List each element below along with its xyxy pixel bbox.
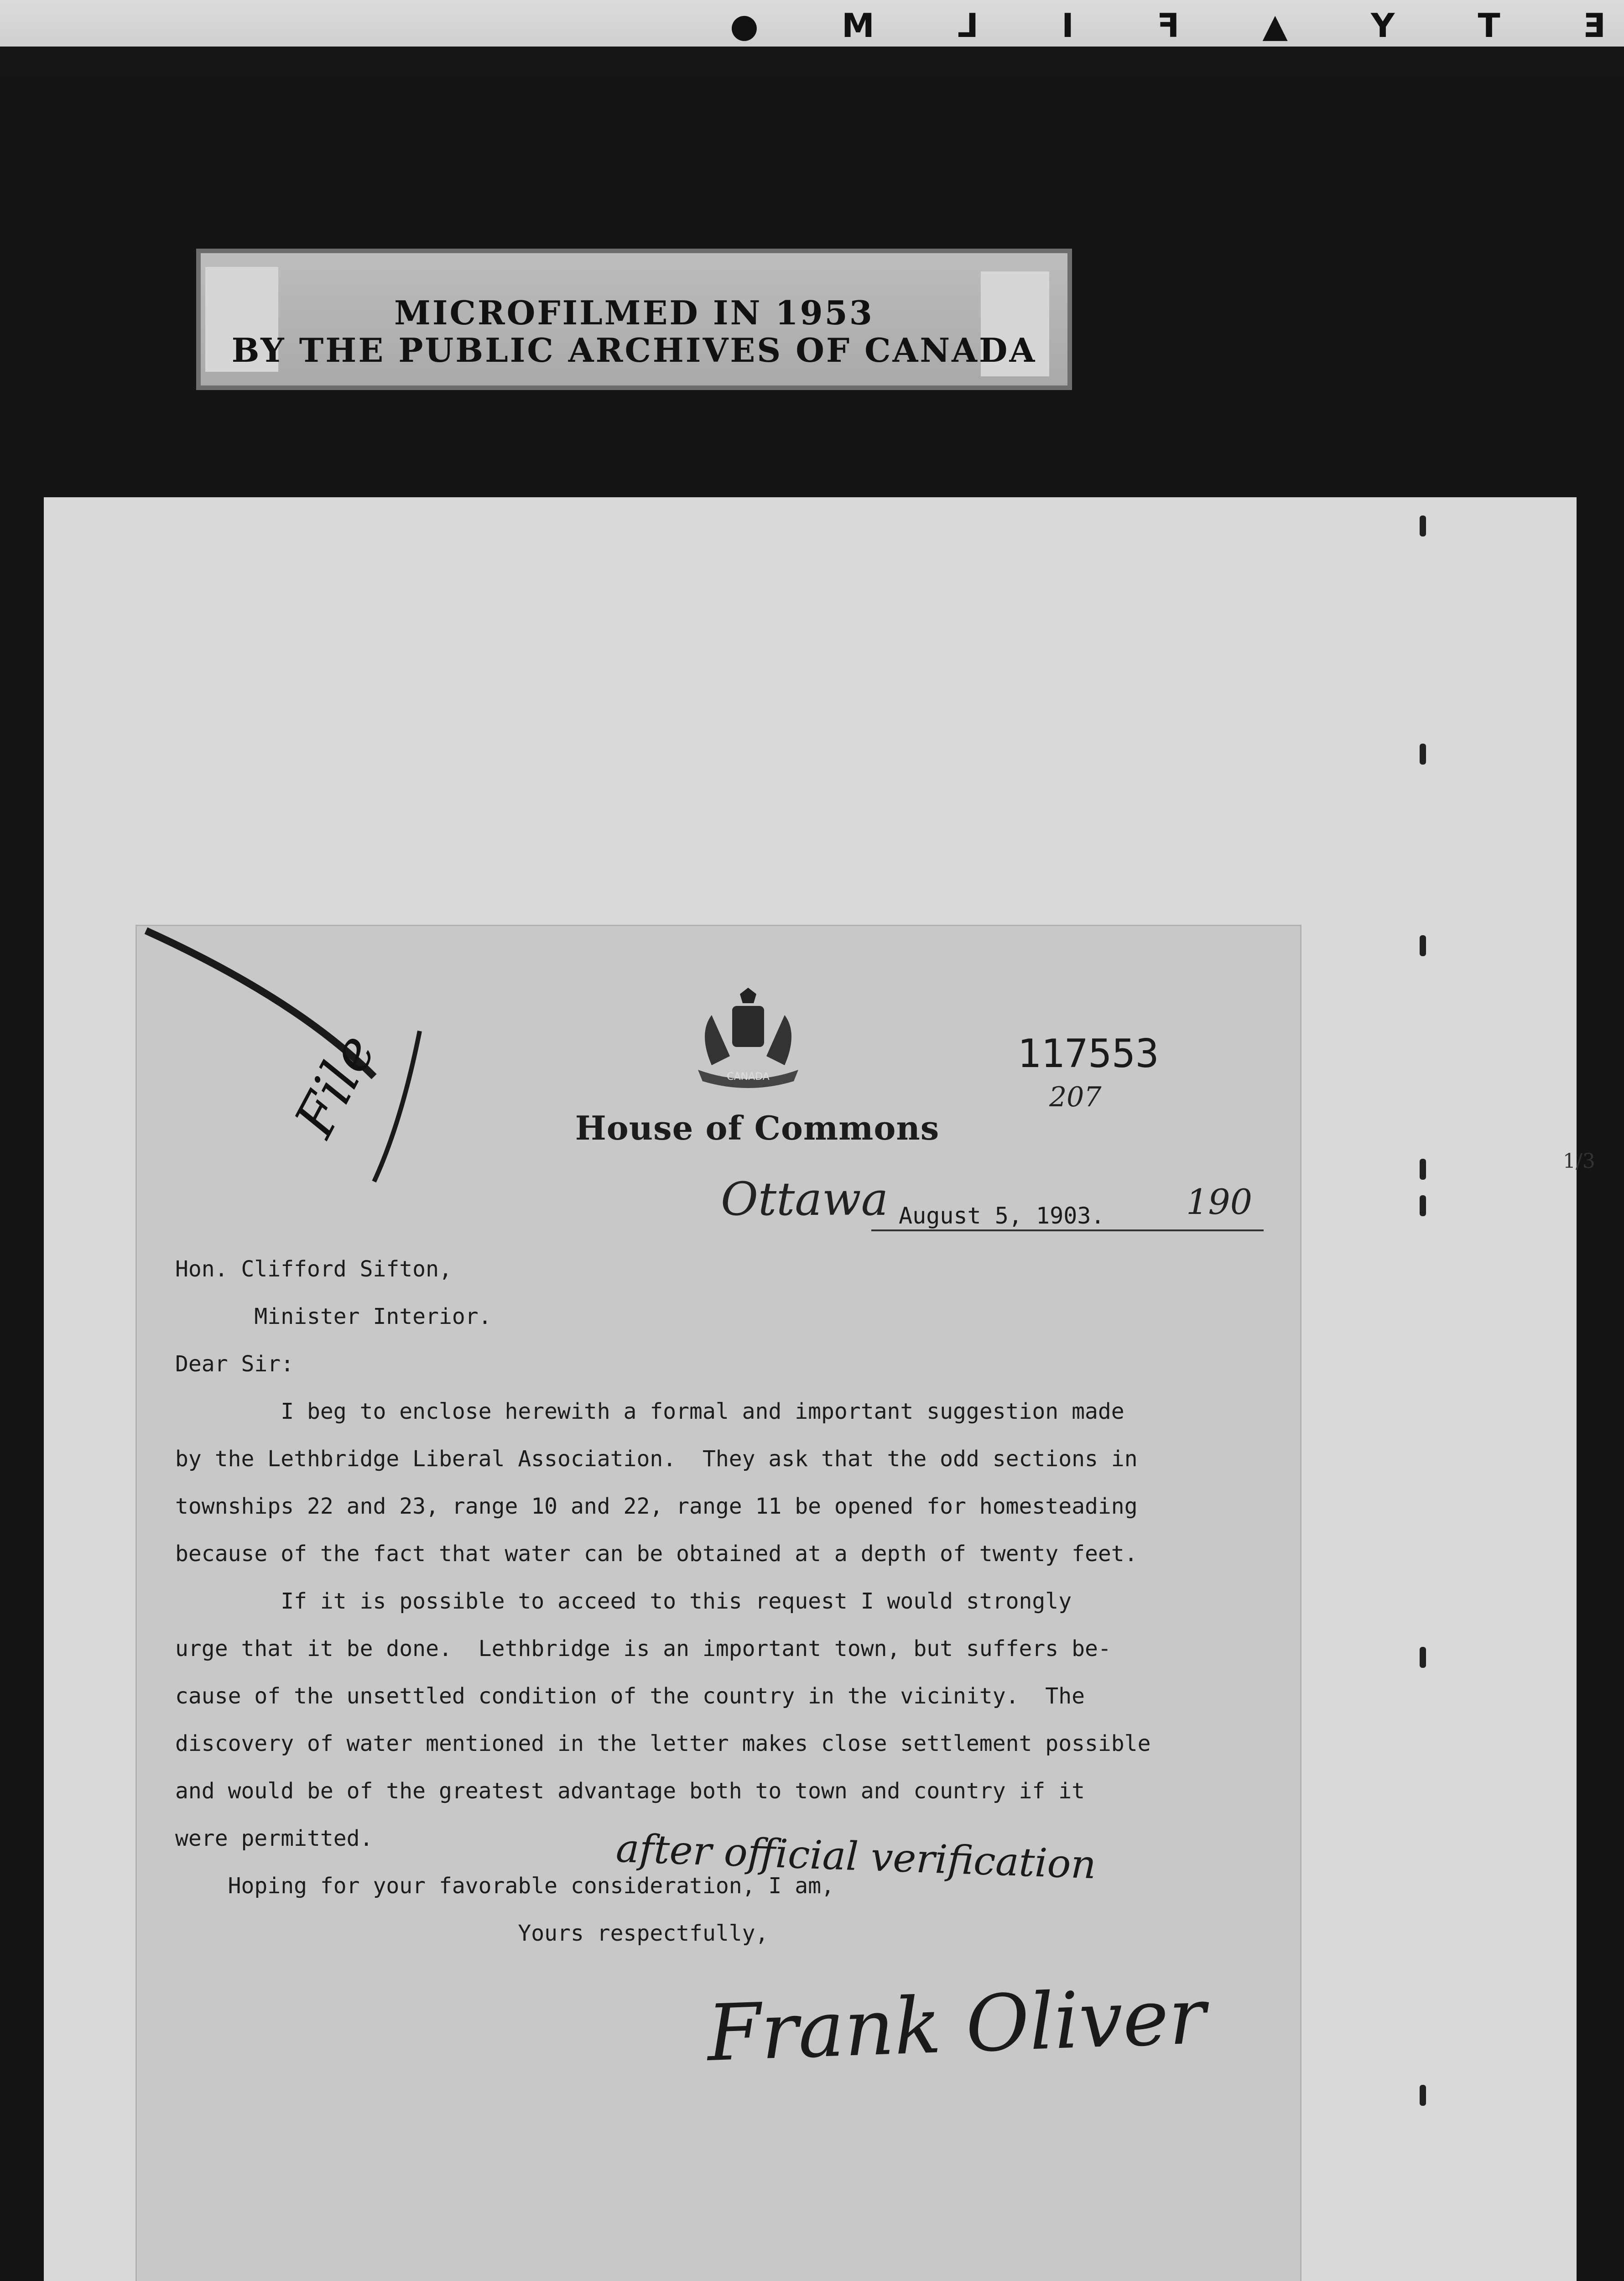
letter-line: because of the fact that water can be obtained at a depth of twenty feet. [175, 1541, 1138, 1567]
letter-line: Hoping for your favorable consideration, I am, [175, 1873, 834, 1899]
place-name: Ottawa [721, 1172, 889, 1226]
letter-line: I beg to enclose herewith a formal and important suggestion made [175, 1399, 1124, 1424]
document-subnumber: 207 [1049, 1081, 1102, 1113]
film-edge-letter: L [957, 6, 979, 45]
film-edge-letter: M [842, 6, 874, 45]
handwritten-insertion: after official verification [615, 1825, 1097, 1888]
letter-line: Yours respectfully, [175, 1921, 769, 1946]
film-edge-letter: E [1583, 6, 1606, 45]
file-annotation: File [282, 1024, 389, 1147]
film-edge-letter: ● [730, 6, 759, 45]
letter-date: August 5, 1903. [899, 1203, 1105, 1229]
film-edge-letter: T [1478, 6, 1500, 45]
punch-mark [1420, 1159, 1426, 1180]
microfilm-banner [196, 249, 1072, 390]
letterhead-title: House of Commons [575, 1109, 940, 1147]
film-edge-code [730, 6, 1606, 45]
letter-line: Minister Interior. [175, 1304, 492, 1329]
letter-line: and would be of the greatest advantage both to town and country if it [175, 1778, 1085, 1804]
film-edge-letter: ▲ [1262, 6, 1288, 45]
punch-mark [1420, 2085, 1426, 2106]
letter-line: Dear Sir: [175, 1351, 294, 1377]
punch-mark [1420, 935, 1426, 956]
corner-note: 1/3 [1563, 1150, 1595, 1173]
letter-line: discovery of water mentioned in the letter makes close settlement possible [175, 1731, 1151, 1756]
banner-line-1: MICROFILMED IN 1953 [394, 293, 874, 332]
year-prefix: 190 [1186, 1182, 1253, 1222]
letter-line: Hon. Clifford Sifton, [175, 1256, 452, 1282]
banner-text [201, 294, 1067, 369]
punch-mark [1420, 1647, 1426, 1668]
punch-mark [1420, 1195, 1426, 1216]
punch-mark [1420, 516, 1426, 536]
letter-line: urge that it be done. Lethbridge is an important town, but suffers be- [175, 1636, 1111, 1661]
film-edge [0, 0, 1624, 78]
banner-line-2: BY THE PUBLIC ARCHIVES OF CANADA [231, 331, 1037, 370]
royal-crest-icon [680, 979, 817, 1093]
letter-line: were permitted. [175, 1826, 373, 1851]
punch-mark [1420, 744, 1426, 765]
document-number: 117553 [1017, 1031, 1159, 1077]
letter-line: by the Lethbridge Liberal Association. They ask that the odd sections in [175, 1446, 1138, 1472]
film-edge-letter: F [1157, 6, 1180, 45]
letter-page [137, 926, 1300, 2281]
date-rule [871, 1229, 1264, 1231]
letter-line: If it is possible to acceed to this request I would strongly [175, 1588, 1072, 1614]
film-edge-letter: I [1062, 6, 1074, 45]
crest-caption: CANADA [727, 1071, 770, 1083]
letter-line: cause of the unsettled condition of the country in the vicinity. The [175, 1683, 1085, 1709]
film-edge-letter: Y [1371, 6, 1395, 45]
signature: Frank Oliver [705, 1971, 1208, 2079]
letter-line: townships 22 and 23, range 10 and 22, range 11 be opened for homesteading [175, 1494, 1138, 1519]
